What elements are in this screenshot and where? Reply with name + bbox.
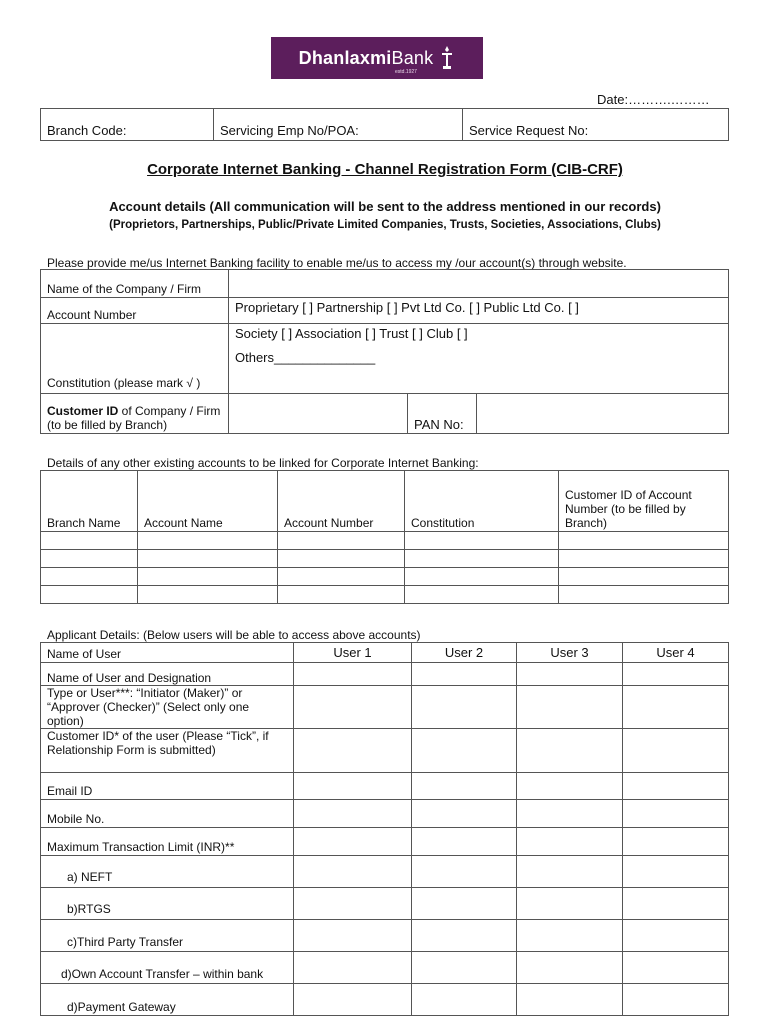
neft-label: a) NEFT: [41, 856, 294, 888]
user-1-header: User 1: [294, 643, 412, 663]
col-branch-name: Branch Name: [41, 471, 138, 532]
company-name-label: Name of the Company / Firm: [41, 270, 229, 298]
constitution-options-row3[interactable]: Others______________: [235, 350, 376, 365]
constitution-options[interactable]: [229, 324, 729, 394]
email-id-label: Email ID: [41, 773, 294, 800]
col-account-number: Account Number: [278, 471, 405, 532]
applicant-table: [40, 642, 729, 1016]
col-account-name: Account Name: [138, 471, 278, 532]
user-3-header: User 3: [517, 643, 623, 663]
rtgs-label: b)RTGS: [41, 888, 294, 920]
form-title: Corporate Internet Banking - Channel Registration Form (CIB-CRF): [147, 161, 623, 178]
col-customer-id: Customer ID of Account Number (to be filled by Branch): [559, 471, 729, 532]
logo-tagline: estd.1927: [395, 69, 417, 75]
mobile-no-label: Mobile No.: [41, 800, 294, 828]
table-row: [41, 568, 729, 586]
account-number-input[interactable]: [229, 298, 729, 324]
pan-label: PAN No:: [408, 394, 477, 434]
col-constitution: Constitution: [405, 471, 559, 532]
intro-text: Please provide me/us Internet Banking facility to enable me/us to access my /our account(s) through website.: [47, 256, 627, 270]
name-of-user-label: Name of User: [41, 643, 294, 663]
branch-code-cell[interactable]: Branch Code:: [41, 109, 214, 141]
constitution-options-row1[interactable]: Proprietary [ ] Partnership [ ] Pvt Ltd Co. [ ] Public Ltd Co. [ ]: [235, 300, 579, 315]
customer-id-input[interactable]: [229, 394, 408, 434]
date-field: Date:……….………: [597, 92, 710, 107]
service-request-cell[interactable]: Service Request No:: [463, 109, 729, 141]
account-details-subheading: (Proprietors, Partnerships, Public/Private Limited Companies, Trusts, Societies, Associations, Clubs): [109, 219, 661, 231]
branch-info-table: [40, 108, 729, 141]
payment-gateway-label: d)Payment Gateway: [41, 984, 294, 1016]
user-type-label: Type or User***: “Initiator (Maker)” or “Approver (Checker)” (Select only one option): [41, 686, 294, 729]
bank-logo: [271, 37, 483, 79]
table-row: [41, 586, 729, 604]
user-customer-id-label: Customer ID* of the user (Please “Tick”, if Relationship Form is submitted): [41, 729, 294, 773]
linked-accounts-heading: Details of any other existing accounts to be linked for Corporate Internet Banking:: [47, 456, 479, 470]
servicing-emp-cell[interactable]: Servicing Emp No/POA:: [214, 109, 463, 141]
linked-accounts-table: [40, 470, 729, 604]
max-limit-label: Maximum Transaction Limit (INR)**: [41, 828, 294, 856]
table-row: [41, 550, 729, 568]
company-name-input[interactable]: [229, 270, 729, 298]
constitution-label: Constitution (please mark √ ): [41, 324, 229, 394]
applicant-heading: Applicant Details: (Below users will be able to access above accounts): [47, 628, 421, 642]
user-designation-label: Name of User and Designation: [41, 663, 294, 686]
company-details-table: [40, 269, 729, 434]
constitution-options-row2[interactable]: Society [ ] Association [ ] Trust [ ] Club [ ]: [235, 326, 468, 341]
customer-id-label: Customer ID of Company / Firm (to be filled by Branch): [41, 394, 229, 434]
own-account-label: d)Own Account Transfer – within bank: [41, 952, 294, 984]
third-party-label: c)Third Party Transfer: [41, 920, 294, 952]
user-2-header: User 2: [412, 643, 517, 663]
user-4-header: User 4: [623, 643, 729, 663]
pan-input[interactable]: [477, 394, 729, 434]
table-row: [41, 532, 729, 550]
account-details-heading: Account details (All communication will be sent to the address mentioned in our records): [109, 199, 661, 214]
logo-text: DhanlaxmiBank: [298, 47, 434, 68]
account-number-label: Account Number: [41, 298, 229, 324]
lamp-icon: [439, 44, 455, 72]
